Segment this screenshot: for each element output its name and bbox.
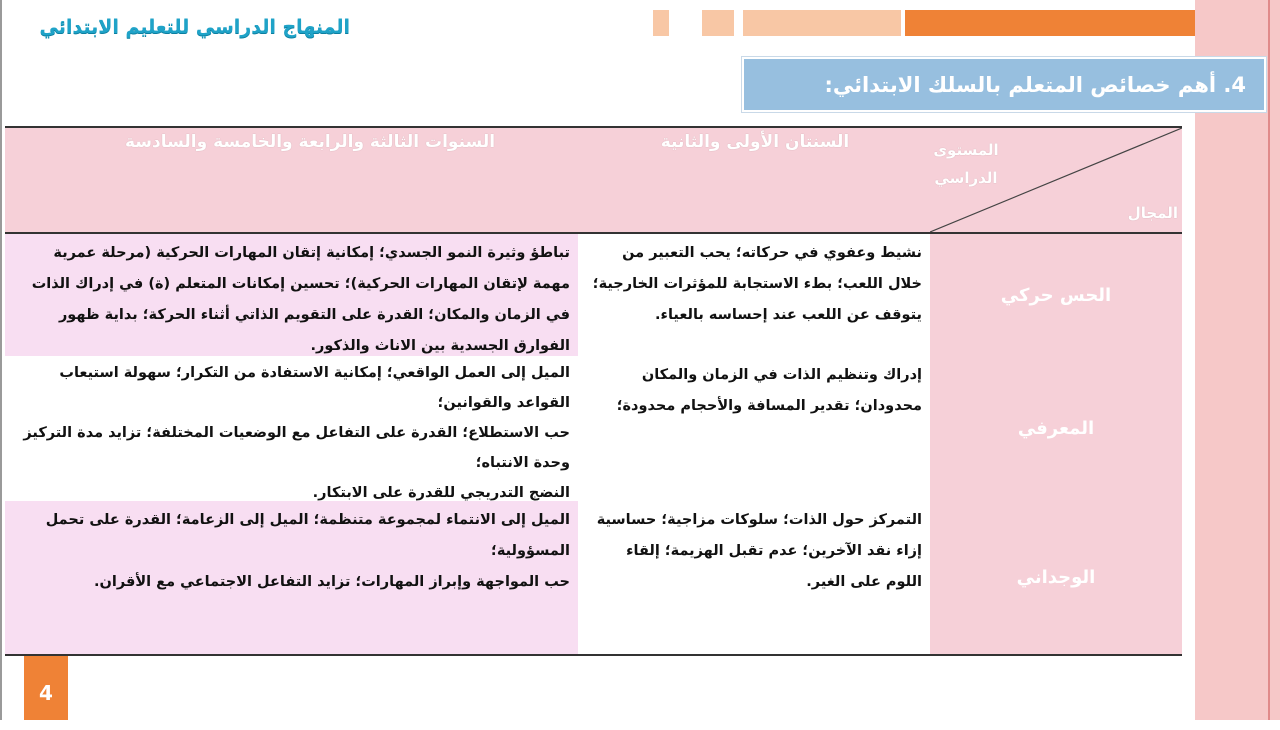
corner-label-level: المستوى الدراسي bbox=[933, 141, 999, 187]
section-title: 4. أهم خصائص المتعلم بالسلك الابتدائي: bbox=[742, 57, 1266, 112]
cell-r2-c2-line-2: حب الاستطلاع؛ القدرة على التفاعل مع الوضعيات المختلفة؛ تزايد مدة التركيز وحدة الانتباه؛ bbox=[23, 425, 570, 471]
cell-r3-c2-line-1: الميل إلى الانتماء لمجموعة متنظمة؛ الميل إلى الزعامة؛ القدرة على تحمل المسؤولية؛ bbox=[45, 512, 570, 559]
row-domain-affective: الوجداني bbox=[930, 501, 1182, 654]
cell-r2-c1: إدراك وتنظيم الذات في الزمان والمكان محدودان؛ تقدير المسافة والأحجام محدودة؛ bbox=[578, 356, 930, 501]
cell-r2-c2-line-3: النضج التدريجي للقدرة على الابتكار. bbox=[312, 485, 570, 501]
left-border bbox=[0, 0, 2, 720]
decor-square-1 bbox=[653, 10, 669, 36]
right-decor-line bbox=[1268, 0, 1270, 720]
row-domain-psychomotor: الحس حركي bbox=[930, 234, 1182, 356]
decor-bar-light bbox=[743, 10, 901, 36]
decor-square-2 bbox=[702, 10, 734, 36]
cell-r2-c2 bbox=[5, 356, 578, 501]
cell-r1-c2: تباطؤ وثيرة النمو الجسدي؛ إمكانية إتقان المهارات الحركية (مرحلة عمرية مهمة لإتقان المهارات الحركية)؛ تحسين إمكانات المتعلم (ة) في إدراك الذات في الزمان والمكان؛ القدرة على التقويم الذاتي أثناء الحركة؛ بداية ظهور الفوارق الجسدية بين الاناث والذكور. bbox=[5, 234, 578, 356]
decor-bar-orange bbox=[905, 10, 1195, 36]
cell-r3-c2 bbox=[5, 501, 578, 654]
col-header-years-3-6: السنوات الثالثة والرابعة والخامسة والسادسة bbox=[124, 132, 496, 152]
col-header-years-1-2: السنتان الأولى والثانية bbox=[660, 132, 850, 152]
cell-r3-c2-line-2: حب المواجهة وإبراز المهارات؛ تزايد التفاعل الاجتماعي مع الأقران. bbox=[93, 574, 570, 590]
corner-label-domain: المجال bbox=[1127, 204, 1178, 222]
cell-r1-c1: نشيط وعفوي في حركاته؛ يحب التعبير من خلال اللعب؛ بطء الاستجابة للمؤثرات الخارجية؛ يتوقف عن اللعب عند إحساسه بالعياء. bbox=[578, 234, 930, 356]
curriculum-logo-text: المنهاج الدراسي للتعليم الابتدائي bbox=[39, 16, 350, 38]
cell-r3-c1: التمركز حول الذات؛ سلوكات مزاجية؛ حساسية إزاء نقد الآخرين؛ عدم تقبل الهزيمة؛ إلقاء اللوم على الغير. bbox=[578, 501, 930, 654]
page-number: 4 bbox=[24, 656, 68, 720]
row-domain-cognitive: المعرفي bbox=[930, 356, 1182, 501]
table-bottom-rule bbox=[5, 654, 1182, 656]
cell-r2-c2-line-1: الميل إلى العمل الواقعي؛ إمكانية الاستفادة من التكرار؛ سهولة استيعاب القواعد والقوانين؛ bbox=[59, 365, 570, 411]
